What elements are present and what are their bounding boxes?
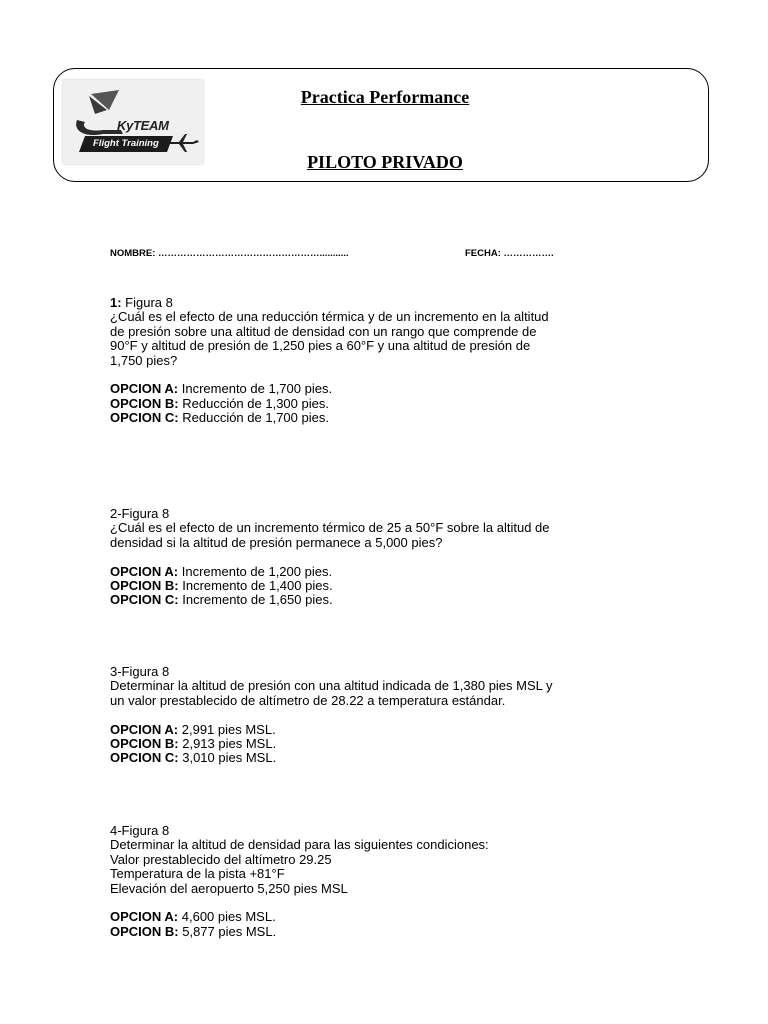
question-heading (110, 507, 570, 521)
question-figure: 2-Figura 8 (110, 506, 170, 521)
logo-tagline-text: Flight Training (93, 138, 159, 149)
question-number: 1: (110, 295, 122, 310)
option-a (110, 382, 570, 396)
question-heading (110, 665, 570, 679)
option-text: 2,991 pies MSL. (178, 721, 276, 737)
question-text-line: un valor prestablecido de altímetro de 28.22 a temperatura estándar. (110, 692, 506, 708)
option-key: OPCION B: (110, 923, 179, 939)
question-text-line: ¿Cuál es el efecto de una reducción térmica y de un incremento en la altitud (110, 309, 549, 325)
option-key: OPCION C: (110, 592, 179, 608)
option-text: Reducción de 1,700 pies. (178, 410, 329, 426)
question-heading (110, 824, 570, 838)
option-text: 2,913 pies MSL. (178, 736, 277, 752)
document-title: Practica Performance (300, 87, 470, 107)
question-text-line: Valor prestablecido del altímetro 29.25 (110, 851, 332, 867)
question-text-line: Determinar la altitud de presión con una altitud indicada de 1,380 pies MSL y (110, 678, 553, 694)
option-key: OPCION B: (110, 578, 179, 594)
options-list (110, 382, 570, 425)
option-key: OPCION A: (110, 721, 179, 737)
option-c (110, 751, 570, 765)
question-3 (110, 665, 570, 766)
question-figure: Figura 8 (121, 295, 173, 310)
question-text-line: 1,750 pies? (110, 352, 178, 368)
question-text-line: Elevación del aeropuerto 5,250 pies MSL (110, 880, 348, 896)
document-subtitle: PILOTO PRIVADO (307, 152, 463, 172)
option-text: Incremento de 1,400 pies. (178, 578, 333, 594)
option-key: OPCION A: (110, 381, 179, 397)
option-a (110, 910, 570, 924)
question-text-line: Determinar la altitud de densidad para las siguientes condiciones: (110, 837, 489, 853)
option-key: OPCION C: (110, 750, 179, 766)
option-c (110, 593, 570, 607)
option-text: 4,600 pies MSL. (178, 909, 276, 925)
options-list (110, 723, 570, 766)
option-text: 5,877 pies MSL. (178, 923, 277, 939)
option-text: Incremento de 1,700 pies. (178, 381, 333, 397)
date-field: FECHA: ……………. (465, 248, 554, 259)
option-b (110, 579, 570, 593)
question-text-line: de presión sobre una altitud de densidad con un rango que comprende de (110, 323, 537, 339)
option-key: OPCION B: (110, 736, 179, 752)
option-text: Incremento de 1,650 pies. (178, 592, 333, 608)
option-a (110, 565, 570, 579)
option-b (110, 737, 570, 751)
options-list (110, 910, 570, 939)
logo (63, 80, 203, 164)
option-text: 3,010 pies MSL. (178, 750, 277, 766)
option-key: OPCION A: (110, 563, 179, 579)
option-key: OPCION B: (110, 395, 179, 411)
question-text-line: 90°F y altitud de presión de 1,250 pies a 60°F y una altitud de presión de (110, 338, 531, 354)
option-b (110, 397, 570, 411)
option-text: Incremento de 1,200 pies. (178, 563, 333, 579)
options-list (110, 565, 570, 608)
name-field: NOMBRE: ……………………………………………........... (110, 248, 349, 259)
question-text-line: ¿Cuál es el efecto de un incremento térmico de 25 a 50°F sobre la altitud de (110, 520, 550, 536)
logo-brand-text: KyTEAM (117, 118, 169, 133)
option-text: Reducción de 1,300 pies. (178, 395, 329, 411)
option-c (110, 411, 570, 425)
question-1 (110, 296, 570, 426)
question-text-line: densidad si la altitud de presión permanece a 5,000 pies? (110, 534, 443, 550)
question-text-line: Temperatura de la pista +81°F (110, 866, 285, 882)
option-key: OPCION C: (110, 410, 179, 426)
question-figure: 3-Figura 8 (110, 664, 170, 679)
question-heading (110, 296, 570, 310)
question-figure: 4-Figura 8 (110, 823, 170, 838)
option-key: OPCION A: (110, 909, 179, 925)
question-4 (110, 824, 570, 939)
option-a (110, 723, 570, 737)
option-b (110, 925, 570, 939)
question-2 (110, 507, 570, 608)
